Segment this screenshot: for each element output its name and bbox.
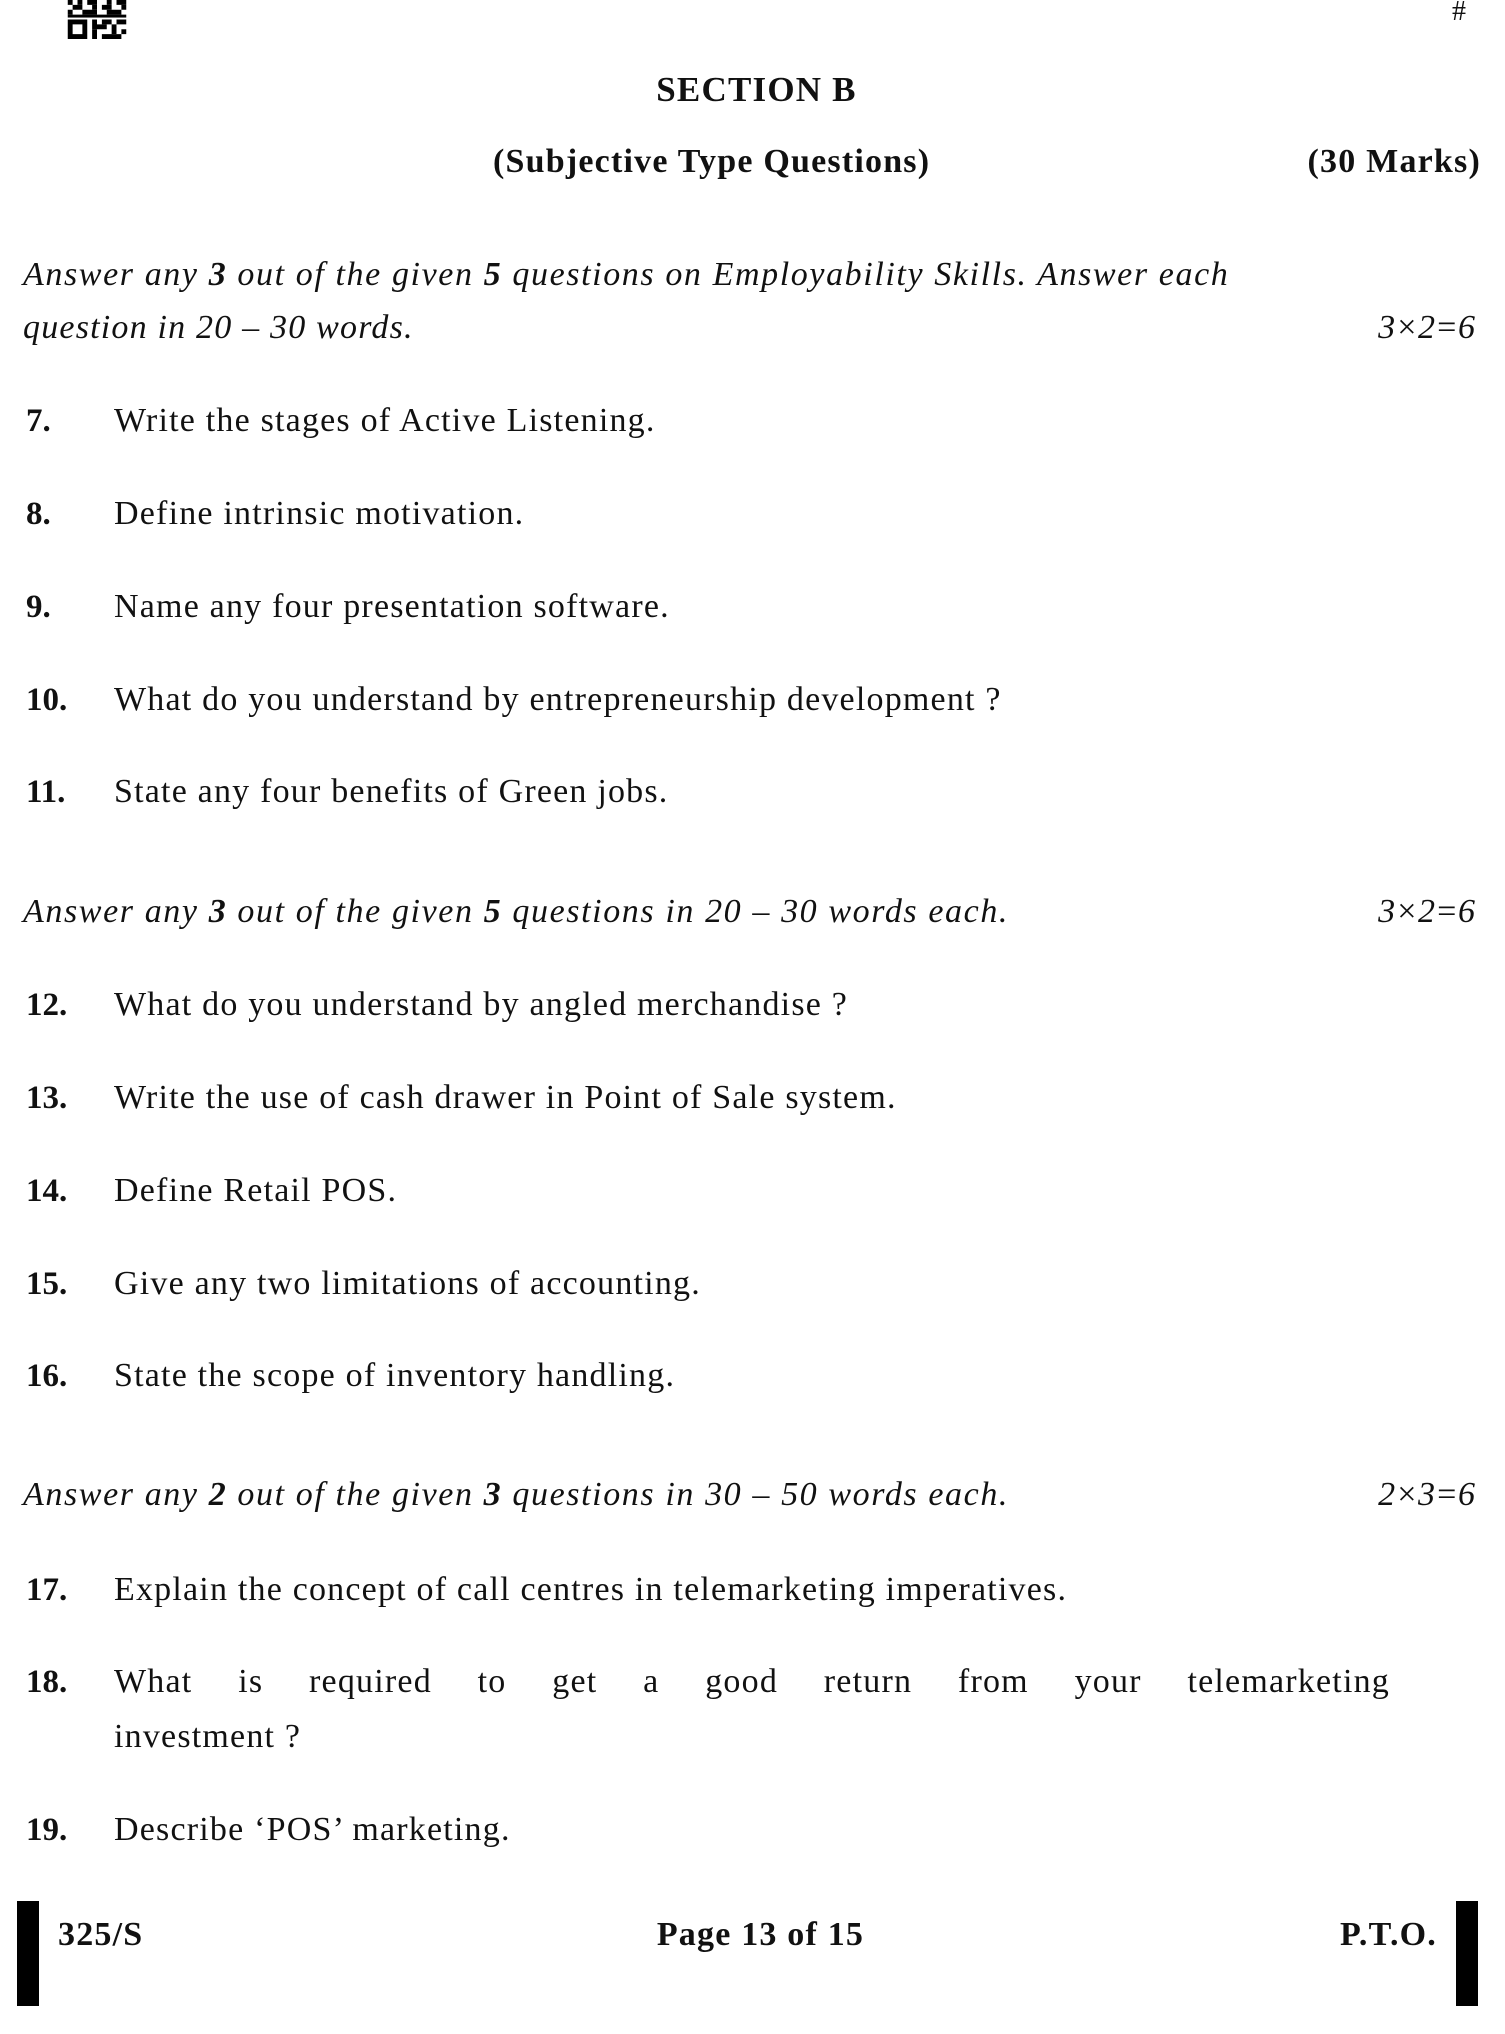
instruction-3: Answer any 2 out of the given 3 questions in 30 – 50 words each. [23,1476,1010,1513]
question-text: Explain the concept of call centres in telemarketing imperatives. [114,1571,1068,1608]
question-number: 13. [26,1080,68,1116]
question-text: State the scope of inventory handling. [114,1357,676,1394]
question-number: 17. [26,1572,68,1608]
question-text: Name any four presentation software. [114,588,670,625]
question-text: What do you understand by angled merchandise ? [114,986,849,1023]
question-number: 12. [26,987,68,1023]
question-number: 10. [26,682,68,718]
question-text-continued: investment ? [114,1718,302,1755]
section-marks: (30 Marks) [1307,143,1481,180]
qr-code-icon [67,0,127,39]
instruction-1: Answer any 3 out of the given 5 questions on Employability Skills. Answer each [23,256,1230,293]
pto-label: P.T.O. [1340,1916,1437,1953]
question-number: 18. [26,1664,68,1700]
instruction-2: Answer any 3 out of the given 5 questions in 20 – 30 words each. [23,893,1010,930]
section-title: SECTION B [656,70,857,109]
question-text: Write the stages of Active Listening. [114,402,656,439]
question-number: 19. [26,1812,68,1848]
question-number: 9. [26,589,51,625]
question-number: 16. [26,1358,68,1394]
question-number: 15. [26,1266,68,1302]
section-subtitle: (Subjective Type Questions) [493,143,931,180]
question-text: Define Retail POS. [114,1172,398,1209]
question-text: What do you understand by entrepreneurship development ? [114,681,1002,718]
question-text: Define intrinsic motivation. [114,495,525,532]
marks-2: 3×2=6 [1378,893,1475,930]
marks-3: 2×3=6 [1378,1476,1475,1513]
question-text: Describe ‘POS’ marketing. [114,1811,511,1848]
question-text: What is required to get a good return from your telemarketing [114,1663,1390,1700]
question-text: Give any two limitations of accounting. [114,1265,701,1302]
question-number: 7. [26,403,51,439]
page-number: Page 13 of 15 [656,1916,865,1953]
question-number: 11. [26,774,66,810]
question-number: 8. [26,496,51,532]
question-number: 14. [26,1173,68,1209]
marks-1: 3×2=6 [1378,309,1475,346]
instruction-1-line2: question in 20 – 30 words. [23,309,414,346]
question-text: Write the use of cash drawer in Point of Sale system. [114,1079,897,1116]
question-text: State any four benefits of Green jobs. [114,773,669,810]
hash-mark: # [1452,0,1468,27]
paper-code: 325/S [58,1916,144,1953]
